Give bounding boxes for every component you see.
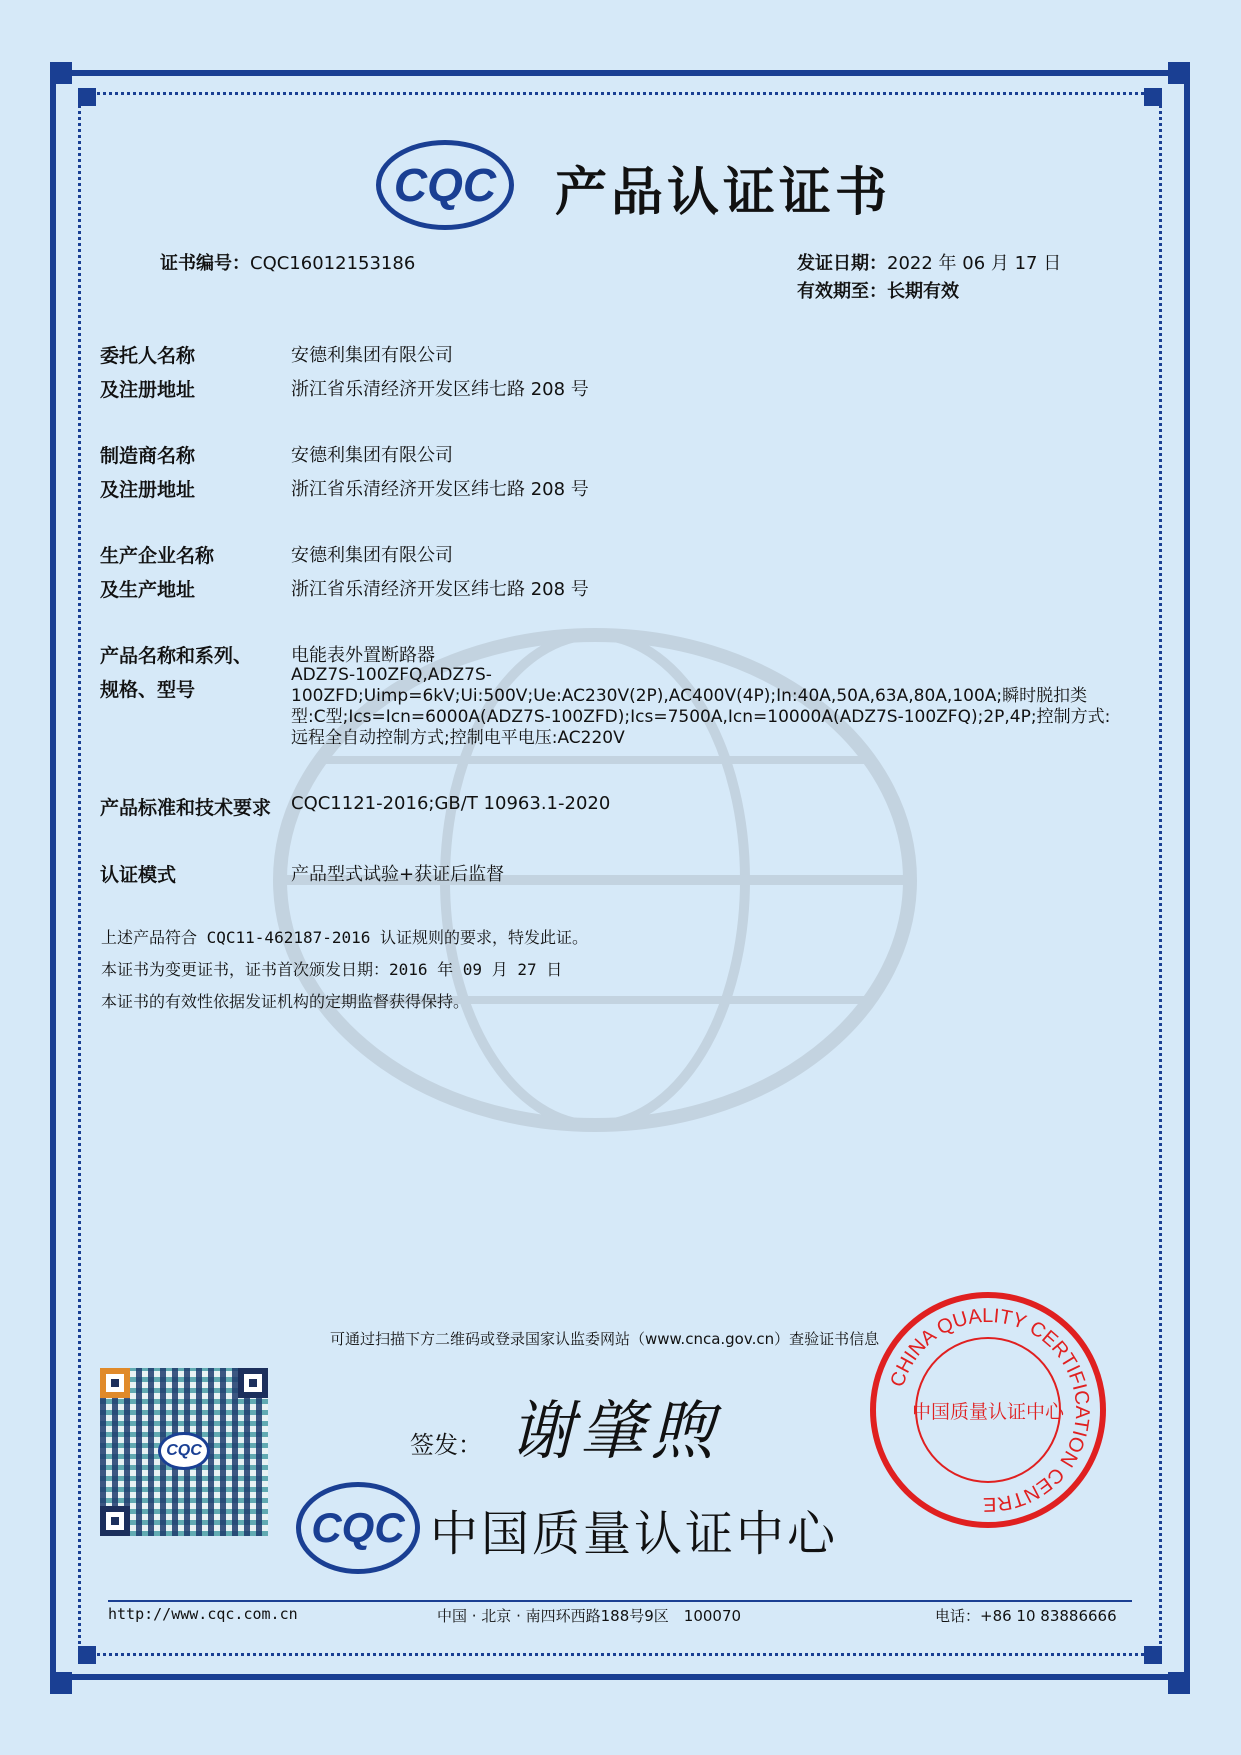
certificate-number (160, 249, 415, 275)
corner-ornament-bottom-right-2 (1144, 1646, 1162, 1664)
footer-phone: 电话：+86 10 83886666 (935, 1607, 1117, 1625)
applicant-address-label: 及注册地址 (100, 379, 196, 401)
certificate-number-label: 证书编号： (160, 253, 250, 274)
signature: 谢肇煦 (510, 1395, 720, 1469)
product-name: 电能表外置断路器 (291, 645, 435, 666)
footer-divider (108, 1600, 1132, 1602)
corner-ornament-top-left-2 (78, 88, 96, 106)
manufacturer-address-label: 及注册地址 (100, 479, 196, 501)
corner-ornament-bottom-left-2 (78, 1646, 96, 1664)
footer-address: 中国 · 北京 · 南四环西路188号9区 100070 (437, 1607, 742, 1625)
corner-ornament-bottom-right (1168, 1672, 1190, 1694)
standard-value: CQC1121-2016;GB/T 10963.1-2020 (291, 793, 611, 814)
qr-cqc-logo (158, 1432, 210, 1470)
statement-line-2: 本证书为变更证书，证书首次颁发日期：2016 年 09 月 27 日 (101, 960, 563, 979)
product-label-1: 产品名称和系列、 (100, 645, 253, 667)
issue-date-value: 2022 年 06 月 17 日 (887, 253, 1062, 274)
certification-mode-value: 产品型式试验+获证后监督 (291, 864, 505, 885)
cqc-logo-text: CQC (393, 159, 497, 211)
qr-code[interactable] (100, 1368, 268, 1536)
corner-ornament-top-right (1168, 62, 1190, 84)
corner-ornament-top-left (50, 62, 72, 84)
issue-date-label: 发证日期： (797, 253, 887, 274)
product-label-2: 规格、型号 (100, 679, 196, 701)
valid-until-label: 有效期至： (797, 281, 887, 302)
manufacturer-label: 制造商名称 (100, 445, 196, 467)
footer-website[interactable]: http://www.cqc.com.cn (108, 1605, 298, 1623)
qr-cqc-logo-text: CQC (166, 1442, 202, 1459)
corner-ornament-top-right-2 (1144, 88, 1162, 106)
statement-line-1: 上述产品符合 CQC11-462187-2016 认证规则的要求，特发此证。 (101, 928, 589, 947)
factory-value: 安德利集团有限公司 (291, 545, 453, 566)
seal-ring-text: CHINA QUALITY CERTIFICATION CENTRE (886, 1304, 1094, 1516)
applicant-label: 委托人名称 (100, 345, 196, 367)
qr-finder-bottom-left (100, 1506, 130, 1536)
statement-line-3: 本证书的有效性依据发证机构的定期监督获得保持。 (101, 992, 470, 1011)
corner-ornament-bottom-left (50, 1672, 72, 1694)
seal-center-text: 中国质量认证中心 (911, 1401, 1065, 1423)
product-specification: ADZ7S-100ZFQ,ADZ7S-100ZFD;Uimp=6kV;Ui:500V;Ue:AC230V(2P),AC400V(4P);In:40A,50A,63A,80A,100A;瞬时脱扣类型:C型;Ics=Icn=6000A(ADZ7S-100ZFD);Ics=7500A,Icn=10000A(ADZ7S-100ZFQ);2P,4P;控制方式:远程全自动控制方式;控制电平电压:AC220V (291, 665, 1111, 748)
sign-label: 签发： (410, 1431, 482, 1459)
standard-label: 产品标准和技术要求 (100, 797, 272, 819)
organization-cqc-logo (296, 1482, 420, 1574)
certificate-number-value: CQC16012153186 (250, 253, 416, 274)
organization-name: 中国质量认证中心 (430, 1506, 839, 1562)
factory-label: 生产企业名称 (100, 545, 215, 567)
organization-cqc-logo-text: CQC (311, 1504, 405, 1551)
valid-until (797, 277, 959, 303)
verify-note: 可通过扫描下方二维码或登录国家认监委网站（www.cnca.gov.cn）查验证书信息 (330, 1330, 880, 1348)
qr-finder-top-left (100, 1368, 130, 1398)
issue-date (797, 249, 1061, 275)
official-seal (868, 1290, 1108, 1530)
certification-mode-label: 认证模式 (100, 864, 177, 886)
certificate-title: 产品认证证书 (555, 163, 892, 223)
factory-address-value: 浙江省乐清经济开发区纬七路 208 号 (291, 579, 589, 600)
manufacturer-address-value: 浙江省乐清经济开发区纬七路 208 号 (291, 479, 589, 500)
valid-until-value: 长期有效 (887, 281, 959, 302)
applicant-address-value: 浙江省乐清经济开发区纬七路 208 号 (291, 379, 589, 400)
factory-address-label: 及生产地址 (100, 579, 196, 601)
applicant-value: 安德利集团有限公司 (291, 345, 453, 366)
cqc-logo (376, 140, 514, 230)
qr-finder-top-right (238, 1368, 268, 1398)
manufacturer-value: 安德利集团有限公司 (291, 445, 453, 466)
